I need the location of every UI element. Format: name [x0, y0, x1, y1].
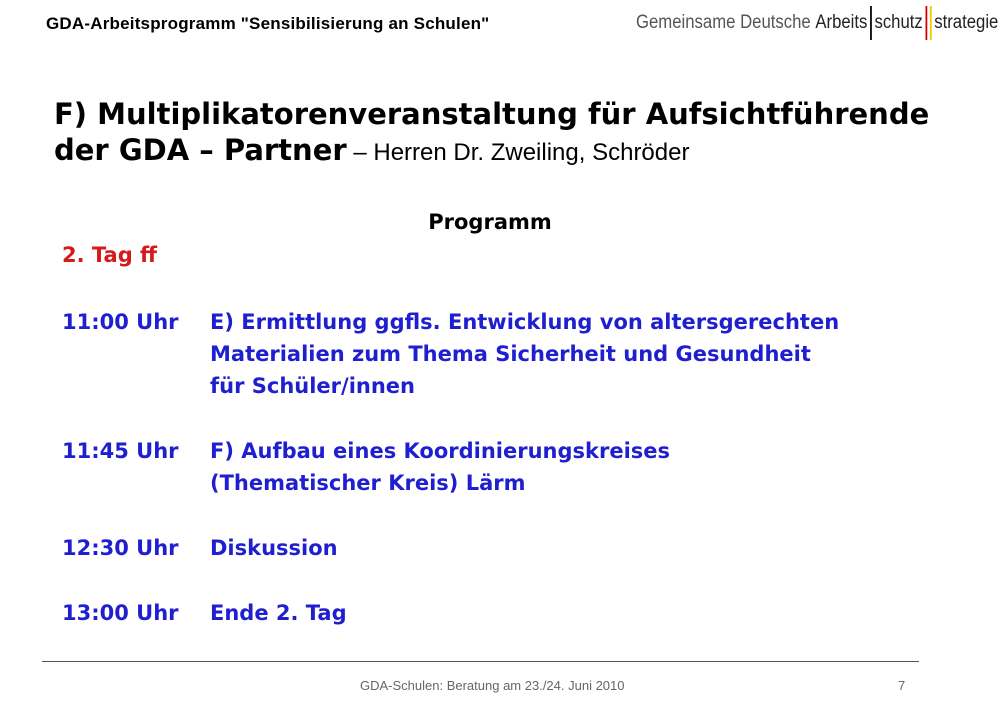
agenda-time: 13:00 Uhr — [62, 601, 179, 625]
headline-line-1: F) Multiplikatorenveranstaltung für Aufsichtführende — [54, 97, 930, 131]
logo-text-3: schutz — [874, 12, 923, 33]
header-title: GDA-Arbeitsprogramm "Sensibilisierung an Schulen" — [46, 14, 490, 33]
headline-presenters: – Herren Dr. Zweiling, Schröder — [346, 139, 690, 166]
logo-bar-gold — [930, 6, 932, 40]
agenda-line: Ende 2. Tag — [210, 601, 347, 625]
footer-text: GDA-Schulen: Beratung am 23./24. Juni 2010 — [360, 678, 625, 693]
agenda-line: F) Aufbau eines Koordinierungskreises — [210, 439, 671, 463]
program-title: Programm — [428, 210, 552, 234]
agenda-list — [62, 306, 942, 662]
agenda-row — [62, 597, 942, 629]
agenda-description — [210, 306, 839, 402]
agenda-row — [62, 306, 942, 402]
logo-bar-black — [870, 6, 872, 40]
agenda-description — [210, 435, 670, 499]
agenda-line: E) Ermittlung ggfls. Entwicklung von altersgerechten — [210, 310, 840, 334]
agenda-line: Materialien zum Thema Sicherheit und Gesundheit — [210, 342, 811, 366]
agenda-row — [62, 435, 942, 499]
agenda-description — [210, 597, 347, 629]
agenda-line: für Schüler/innen — [210, 374, 415, 398]
headline-line-2 — [54, 132, 934, 171]
gda-logo — [636, 12, 998, 42]
agenda-line: (Thematischer Kreis) Lärm — [210, 471, 526, 495]
logo-text-4: strategie — [934, 12, 998, 33]
agenda-time: 11:45 Uhr — [62, 439, 179, 463]
headline-line-2-bold: der GDA – Partner — [54, 133, 347, 167]
agenda-time: 11:00 Uhr — [62, 310, 179, 334]
logo-bar-red — [925, 6, 927, 40]
footer-divider — [42, 661, 919, 662]
agenda-time: 12:30 Uhr — [62, 536, 179, 560]
agenda-line: Diskussion — [210, 536, 338, 560]
agenda-description — [210, 532, 338, 564]
page-number: 7 — [898, 678, 906, 693]
logo-text-1: Gemeinsame Deutsche — [636, 12, 811, 33]
headline — [54, 96, 934, 171]
agenda-row — [62, 532, 942, 564]
day-label: 2. Tag ff — [62, 243, 158, 267]
logo-text-2: Arbeits — [815, 12, 868, 33]
